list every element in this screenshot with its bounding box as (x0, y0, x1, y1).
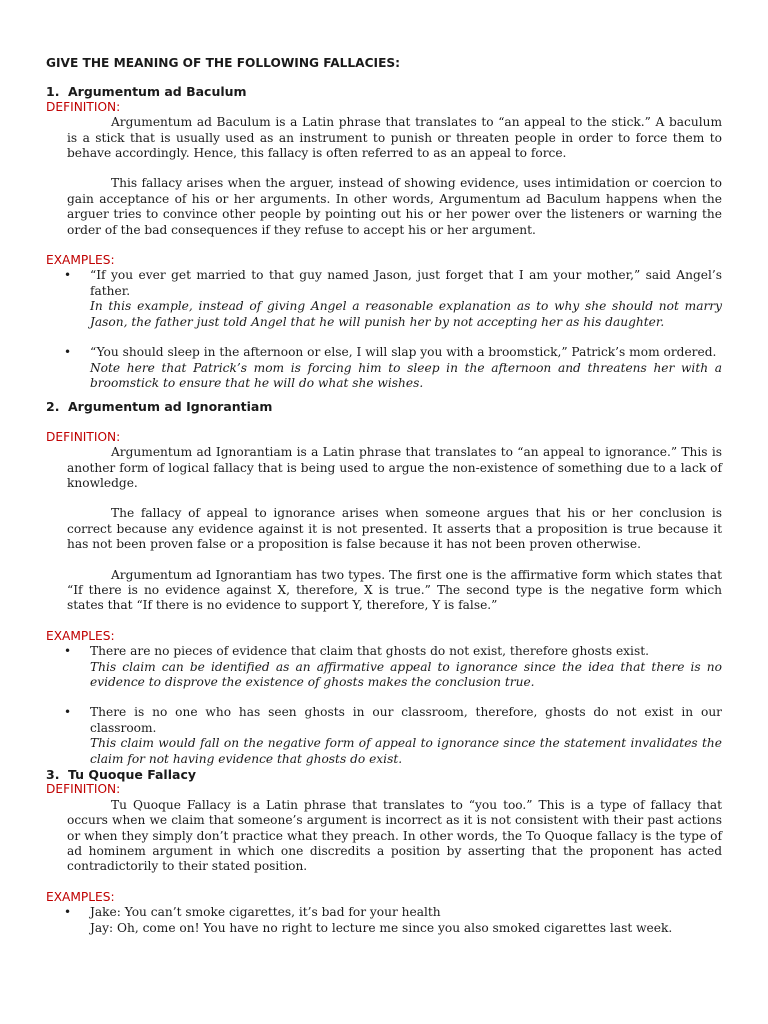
section-title: Argumentum ad Ignorantiam (68, 399, 273, 415)
example-explanation: This claim would fall on the negative form of appeal to ignorance since the statement invalidates the claim for not having evidence that ghosts do exist. (90, 736, 722, 766)
section-heading (46, 767, 722, 782)
section-number: 3. (46, 767, 60, 783)
bullet-icon: • (64, 268, 72, 283)
example-item (46, 268, 722, 330)
bullet-icon: • (64, 644, 72, 659)
example-item (46, 705, 722, 767)
section-heading (46, 399, 722, 414)
section-title: Argumentum ad Baculum (68, 84, 247, 100)
example-item (46, 644, 722, 690)
example-text: Jake: You can’t smoke cigarettes, it’s bad for your health (90, 905, 441, 920)
example-text: There are no pieces of evidence that claim that ghosts do not exist, therefore ghosts exist. (90, 644, 649, 659)
definition-paragraph: This fallacy arises when the arguer, instead of showing evidence, uses intimidation or coercion to gain acceptance of his or her arguments. In other words, Argumentum ad Baculum happens when the arguer tries to convince other people by pointing out his or her power over the listeners or warning the order of the bad consequences if they refuse to accept his or her argument. (67, 176, 722, 237)
section-title: Tu Quoque Fallacy (68, 767, 196, 783)
example-explanation: Note here that Patrick’s mom is forcing him to sleep in the afternoon and threatens her with a broomstick to ensure that he will do what she wishes. (90, 360, 722, 390)
example-item (46, 905, 722, 936)
section-heading (46, 84, 722, 99)
examples-label: EXAMPLES: (46, 628, 115, 643)
definition-paragraph: Argumentum ad Baculum is a Latin phrase that translates to “an appeal to the stick.” A baculum is a stick that is usually used as an instrument to punish or threaten people in order to force them to behave accordingly. Hence, this fallacy is often referred to as an appeal to force. (67, 115, 722, 161)
section-argumentum-ad-ignorantiam (46, 399, 722, 767)
definition-paragraph: Tu Quoque Fallacy is a Latin phrase that translates to “you too.” This is a type of fallacy that occurs when we claim that someone’s argument is incorrect as it is not consistent with their past actions or when they simply don’t practice what they preach. In other words, the To Quoque fallacy is the type of ad hominem argument in which one discredits a position by asserting that the proponent has acted contradictorily to their stated position. (67, 797, 722, 874)
definition-label: DEFINITION: (46, 99, 121, 114)
definition-paragraph: Argumentum ad Ignorantiam has two types. The first one is the affirmative form which states that “If there is no evidence against X, therefore, X is true.” The second type is the negative form which states that “If there is no evidence to support Y, therefore, Y is false.” (67, 567, 722, 613)
example-explanation: This claim can be identified as an affirmative appeal to ignorance since the idea that there is no evidence to disprove the existence of ghosts makes the conclusion true. (90, 659, 722, 689)
example-text: There is no one who has seen ghosts in our classroom, therefore, ghosts do not exist in our classroom. (90, 705, 722, 735)
section-tu-quoque-fallacy (46, 767, 722, 936)
bullet-icon: • (64, 345, 72, 360)
definition-paragraph: Argumentum ad Ignorantiam is a Latin phrase that translates to “an appeal to ignorance.” This is another form of logical fallacy that is being used to argue the non-existence of something due to a lack of knowledge. (67, 445, 722, 490)
examples-list (46, 905, 722, 936)
definition-paragraph: The fallacy of appeal to ignorance arises when someone argues that his or her conclusion is correct because any evidence against it is not presented. It asserts that a proposition is true because it has not been proven false or a proposition is false because it has not been proven otherwise. (67, 506, 722, 552)
example-reply: Jay: Oh, come on! You have no right to lecture me since you also smoked cigarettes last week. (90, 920, 673, 935)
bullet-icon: • (64, 705, 72, 720)
page-title: GIVE THE MEANING OF THE FOLLOWING FALLACIES: (46, 56, 401, 70)
bullet-icon: • (64, 905, 72, 920)
example-text: “You should sleep in the afternoon or else, I will slap you with a broomstick,” Patrick’s mom ordered. (90, 345, 717, 360)
example-explanation: In this example, instead of giving Angel a reasonable explanation as to why she should not marry Jason, the father just told Angel that he will punish her by not accepting her as his daughter. (90, 299, 722, 329)
examples-list (46, 644, 722, 767)
definition-label: DEFINITION: (46, 782, 121, 797)
example-text: “If you ever get married to that guy named Jason, just forget that I am your mother,” said Angel’s father. (90, 268, 722, 298)
section-argumentum-ad-baculum (46, 84, 722, 391)
section-number: 2. (46, 399, 60, 415)
examples-label: EXAMPLES: (46, 253, 115, 268)
definition-label: DEFINITION: (46, 429, 121, 444)
section-number: 1. (46, 84, 60, 100)
examples-label: EXAMPLES: (46, 889, 115, 904)
examples-list (46, 268, 722, 391)
example-item (46, 345, 722, 391)
